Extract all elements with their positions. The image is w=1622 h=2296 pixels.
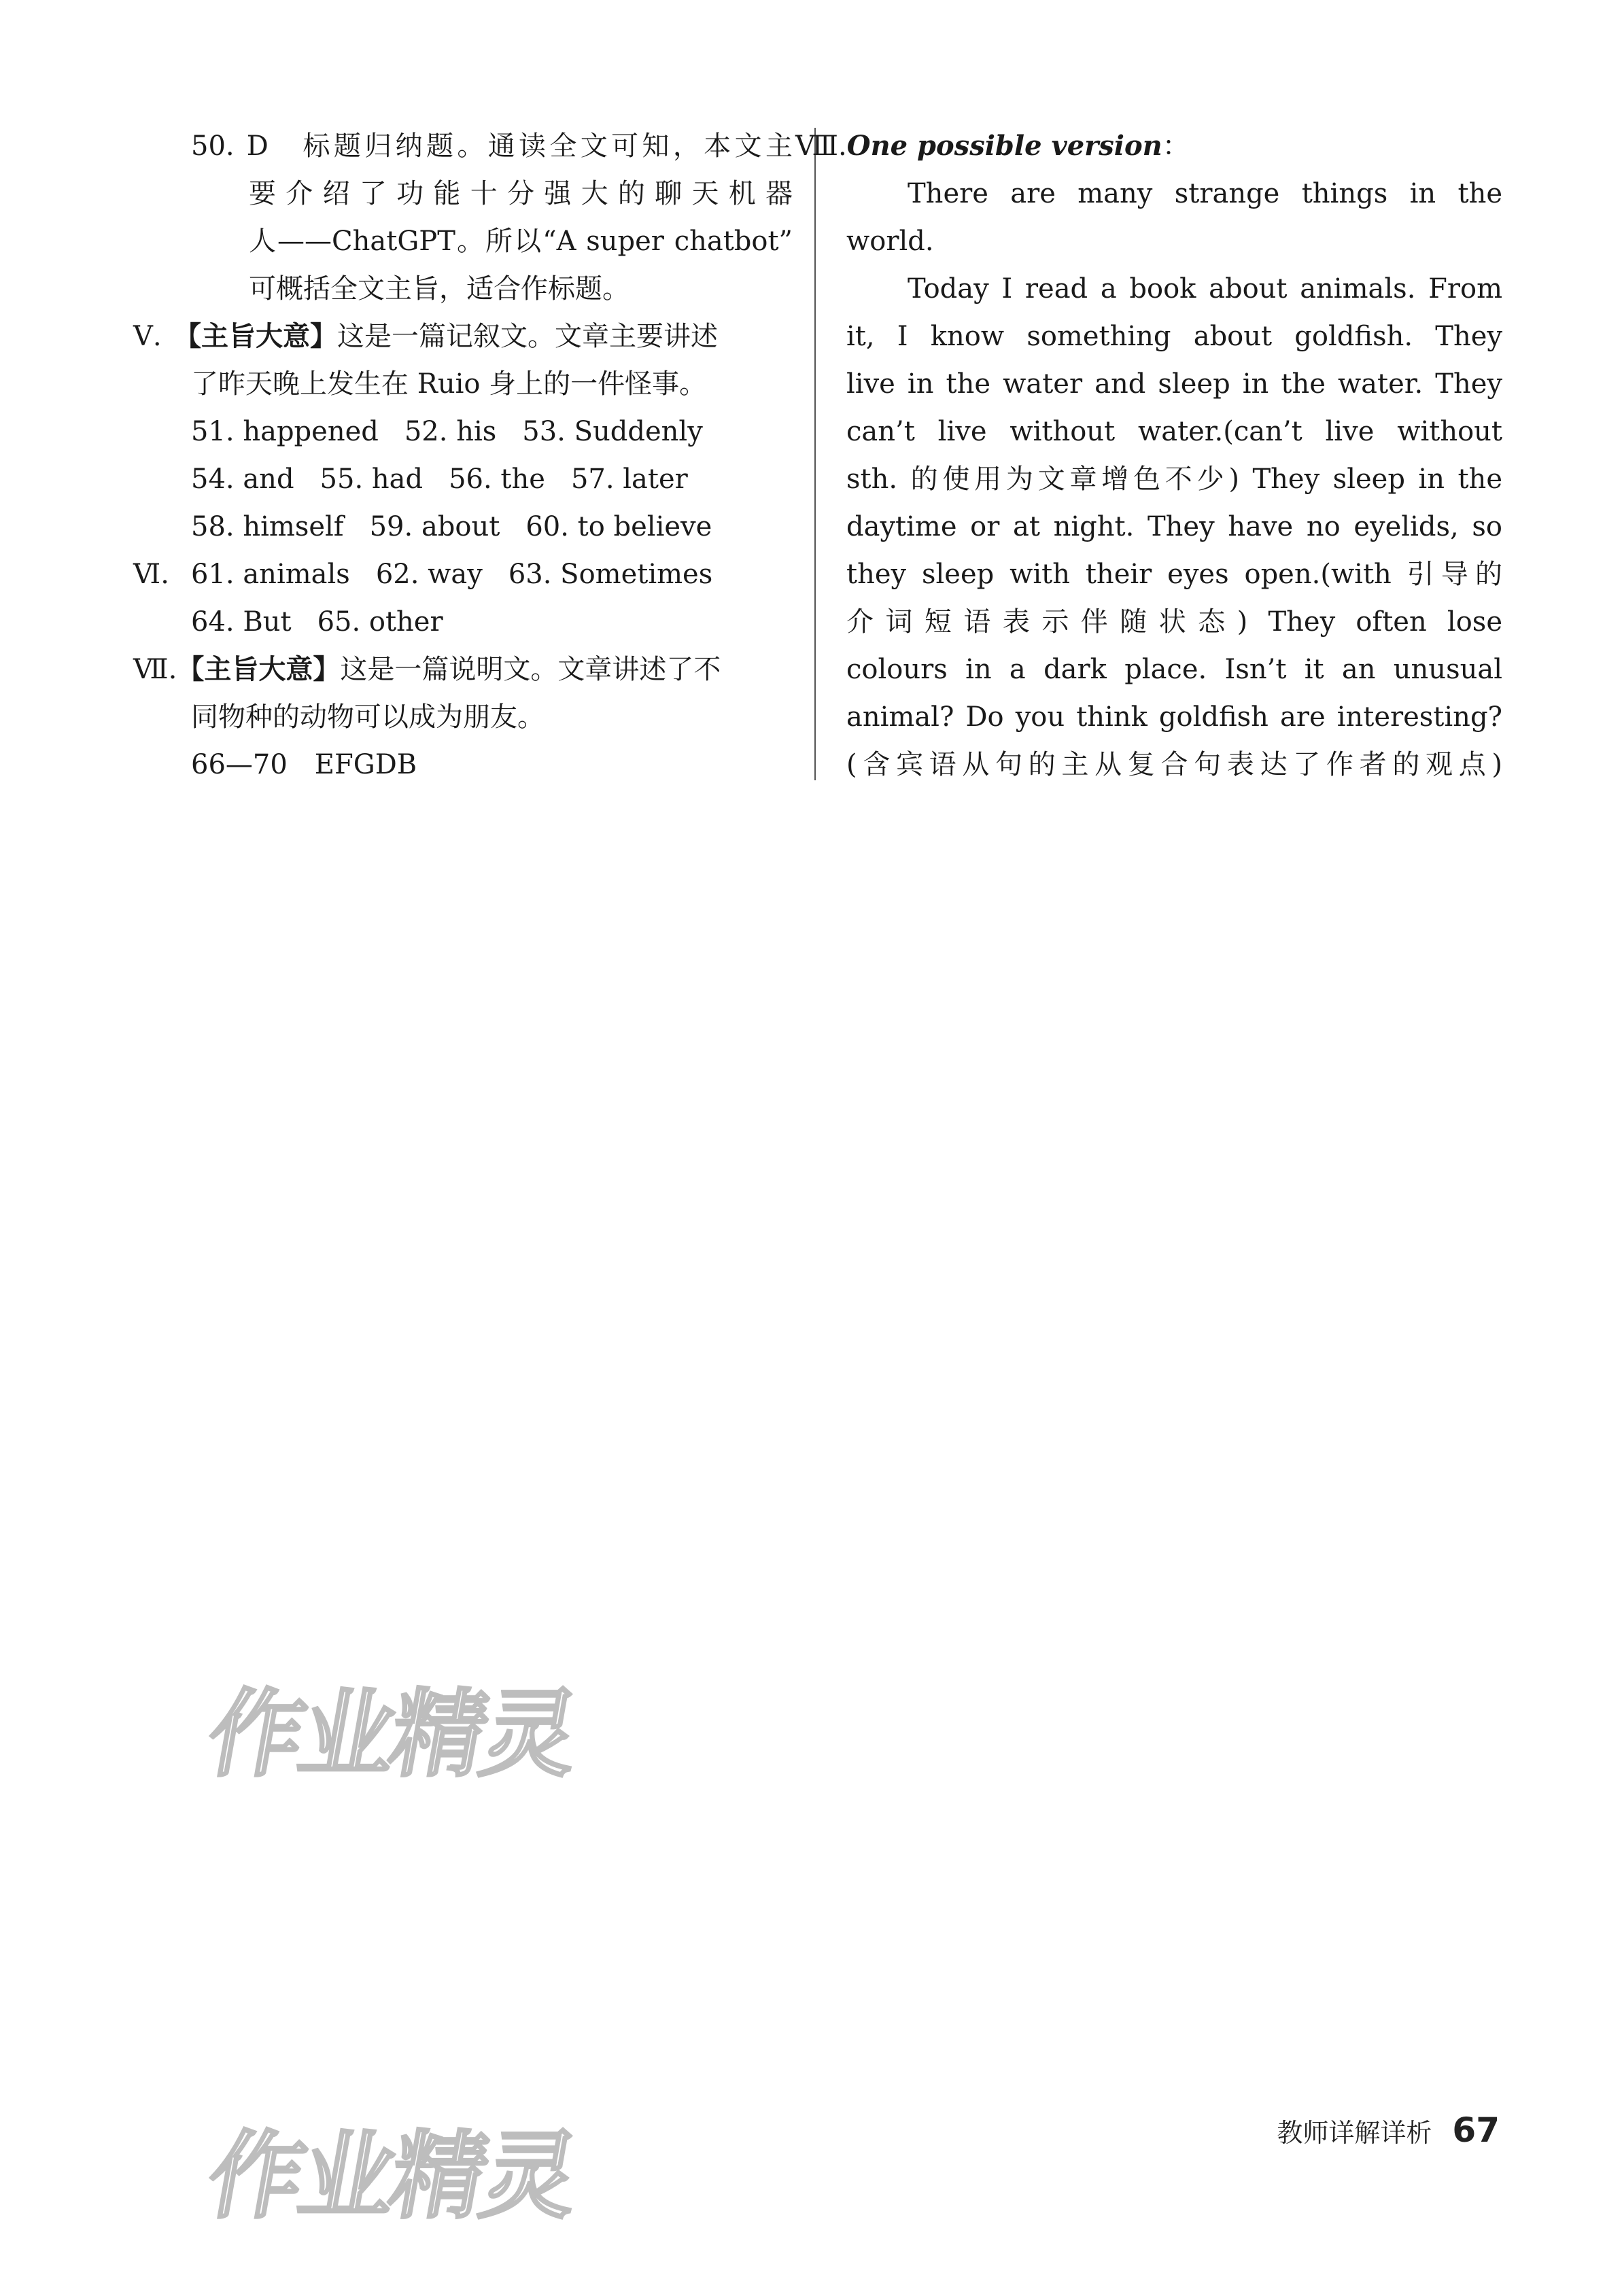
column-divider [814, 128, 816, 780]
section-8-colon: ： [1162, 131, 1190, 162]
section-8-header [795, 122, 1502, 170]
essay-line-12: animal? Do you think goldfish are interesting? [846, 701, 1502, 733]
essay-line-7: sth. 的使用为文章增色不少) They sleep in the [846, 464, 1502, 495]
essay-line-8: daytime or at night. They have no eyelids, so [846, 511, 1502, 542]
answer-54: 54. and [191, 464, 294, 495]
section-8-version-label: One possible version [846, 130, 1162, 162]
essay-line-13: (含宾语从句的主从复合句表达了作者的观点) [846, 749, 1502, 780]
section-7-summary-2: 同物种的动物可以成为朋友。 [191, 701, 545, 733]
answer-51: 51. happened [191, 416, 379, 447]
answer-58: 58. himself [191, 511, 344, 542]
essay-line-11: colours in a dark place. Isn’t it an unusual [846, 654, 1502, 685]
essay-line-5: live in the water and sleep in the water. They [846, 368, 1502, 400]
section-6-answers-row-2 [133, 598, 793, 646]
section-5-summary-1: 这是一篇记叙文。文章主要讲述 [337, 321, 718, 352]
answer-56: 56. the [449, 464, 545, 495]
page-footer [1277, 2110, 1500, 2150]
section-5-answers-row-3 [133, 503, 793, 551]
section-7-summary-1: 这是一篇说明文。文章讲述了不 [340, 654, 721, 685]
section-8-numeral: Ⅷ. [795, 131, 847, 162]
watermark-logo: 作业精灵 [199, 1680, 584, 1790]
essay-line-6: can’t live without water.(can’t live without [846, 416, 1502, 447]
answer-62: 62. way [375, 559, 483, 590]
q50-line-1: 50. D 标题归纳题。通读全文可知，本文主 [191, 131, 793, 162]
q50-line-4: 可概括全文主旨，适合作标题。 [249, 273, 629, 305]
section-7-numeral: Ⅶ. [133, 654, 177, 685]
essay-line-9: they sleep with their eyes open.(with 引导的 [846, 559, 1502, 590]
page-number: 67 [1452, 2110, 1500, 2150]
left-column [133, 122, 793, 788]
answer-63: 63. Sometimes [508, 559, 713, 590]
section-7-header [133, 646, 793, 693]
essay-line-3: Today I read a book about animals. From [908, 273, 1502, 305]
section-5-numeral: Ⅴ. [133, 321, 162, 352]
essay-line-1: There are many strange things in the [908, 178, 1502, 209]
section-5-header [133, 313, 793, 360]
answer-61: 61. animals [191, 559, 350, 590]
essay-line-10: 介词短语表示伴随状态) They often lose [846, 606, 1502, 638]
answer-64: 64. But [191, 606, 292, 638]
answer-57: 57. later [570, 464, 688, 495]
answer-52: 52. his [404, 416, 497, 447]
answer-53: 53. Suddenly [522, 416, 703, 447]
q50-line-2: 要介绍了功能十分强大的聊天机器 [249, 178, 793, 209]
answer-60: 60. to believe [525, 511, 712, 542]
footer-label: 教师详解详析 [1277, 2117, 1432, 2148]
right-column [795, 122, 1502, 788]
section-5-tag: 【主旨大意】 [174, 321, 337, 352]
section-6-numeral: Ⅵ. [133, 559, 169, 590]
watermark-logo-bottom: 作业精灵 [199, 2121, 584, 2232]
essay-line-2: world. [846, 226, 934, 257]
section-5-answers-row-2 [133, 455, 793, 503]
section-5-answers-row-1 [133, 408, 793, 455]
section-7-tag: 【主旨大意】 [177, 654, 341, 685]
answer-55: 55. had [320, 464, 424, 495]
section-7-answer: 66—70 EFGDB [191, 749, 417, 780]
section-5-summary-2: 了昨天晚上发生在 Ruio 身上的一件怪事。 [191, 368, 707, 400]
q50-line-3: 人——ChatGPT。所以“A super chatbot” [249, 226, 793, 257]
answer-59: 59. about [369, 511, 500, 542]
section-6-answers-row-1 [133, 551, 793, 598]
essay-line-4: it, I know something about goldfish. They [846, 321, 1502, 352]
answer-65: 65. other [317, 606, 443, 638]
